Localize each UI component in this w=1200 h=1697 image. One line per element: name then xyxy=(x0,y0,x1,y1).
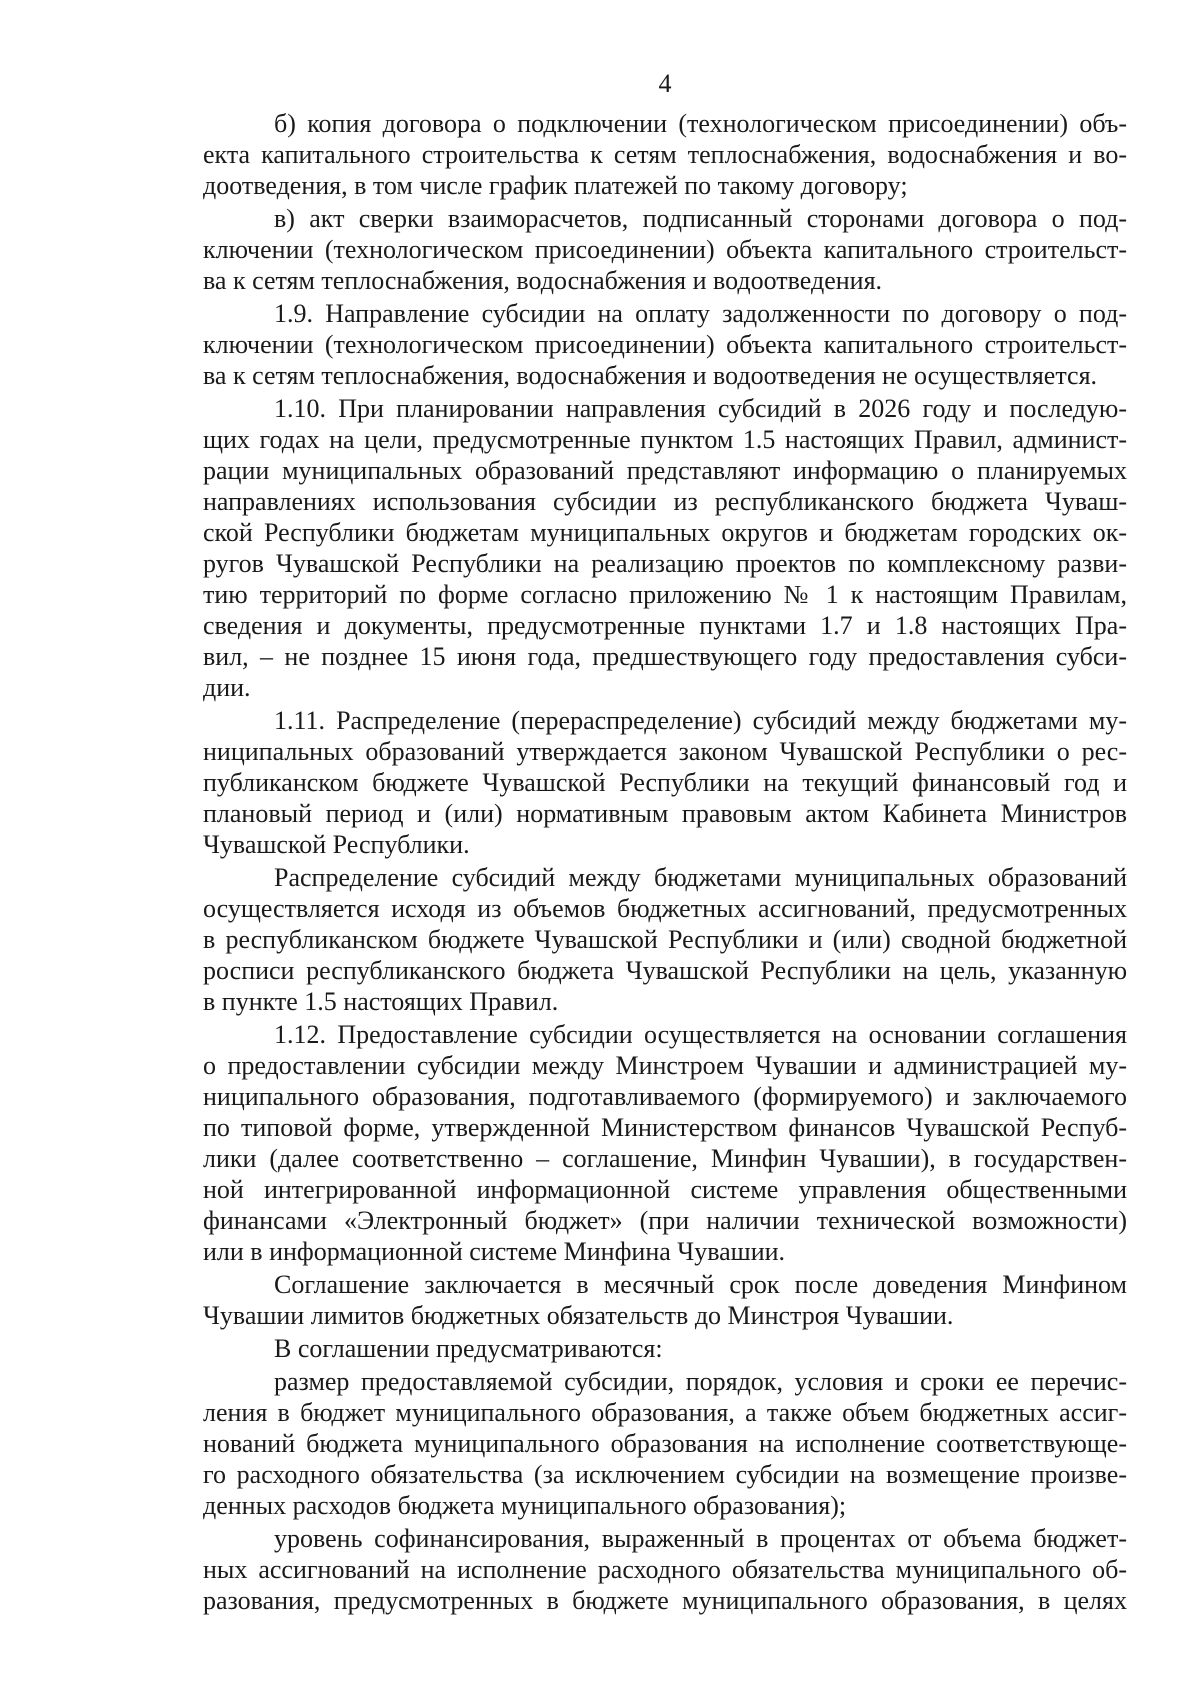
paragraph xyxy=(203,1333,1127,1364)
text-line: нований бюджета муниципального образования на исполнение соответствующе- xyxy=(203,1429,1127,1458)
text-line: вил, – не позднее 15 июня года, предшествующего году предоставления субси- xyxy=(203,642,1127,671)
text-line: в пункте 1.5 настоящих Правил. xyxy=(203,987,559,1016)
text-line: ных ассигнований на исполнение расходного обязательства муниципального об- xyxy=(203,1555,1127,1584)
text-line: Соглашение заключается в месячный срок после доведения Минфином xyxy=(274,1270,1127,1299)
paragraph xyxy=(203,1019,1127,1267)
text-line: ской Республики бюджетам муниципальных округов и бюджетам городских ок- xyxy=(203,518,1127,547)
text-line: доотведения, в том числе график платежей по такому договору; xyxy=(203,171,908,200)
text-line: разования, предусмотренных в бюджете муниципального образования, в целях xyxy=(203,1586,1127,1615)
text-line: 1.12. Предоставление субсидии осуществляется на основании соглашения xyxy=(274,1020,1127,1049)
text-line: плановый период и (или) нормативным правовым актом Кабинета Министров xyxy=(203,799,1127,828)
paragraph xyxy=(203,1523,1127,1616)
paragraph xyxy=(203,108,1127,201)
text-line: направлениях использования субсидии из республиканского бюджета Чуваш- xyxy=(203,487,1127,516)
text-line: ной интегрированной информационной системе управления общественными xyxy=(203,1175,1127,1204)
text-line: го расходного обязательства (за исключением субсидии на возмещение произве- xyxy=(203,1460,1127,1489)
text-line: Чувашии лимитов бюджетных обязательств до Минстроя Чувашии. xyxy=(203,1301,954,1330)
text-line: ключении (технологическом присоединении) объекта капитального строительст- xyxy=(203,330,1127,359)
text-line: размер предоставляемой субсидии, порядок, условия и сроки ее перечис- xyxy=(274,1367,1127,1396)
paragraph xyxy=(203,705,1127,860)
text-line: осуществляется исходя из объемов бюджетных ассигнований, предусмотренных xyxy=(203,894,1127,923)
text-line: денных расходов бюджета муниципального образования); xyxy=(203,1491,847,1520)
document-page xyxy=(203,68,1127,1618)
text-line: тию территорий по форме согласно приложению № 1 к настоящим Правилам, xyxy=(203,580,1127,609)
text-line: 1.11. Распределение (перераспределение) субсидий между бюджетами му- xyxy=(274,706,1127,735)
text-line: екта капитального строительства к сетям теплоснабжения, водоснабжения и во- xyxy=(203,140,1127,169)
text-line: о предоставлении субсидии между Минстроем Чувашии и администрацией му- xyxy=(203,1051,1127,1080)
page-number: 4 xyxy=(658,69,672,98)
text-line: Чувашской Республики. xyxy=(203,830,470,859)
text-line: ления в бюджет муниципального образования, а также объем бюджетных ассиг- xyxy=(203,1398,1127,1427)
text-line: уровень софинансирования, выраженный в процентах от объема бюджет- xyxy=(274,1524,1127,1553)
document-body xyxy=(203,108,1127,1616)
text-line: 1.10. При планировании направления субсидий в 2026 году и последую- xyxy=(274,394,1127,423)
text-line: сведения и документы, предусмотренные пунктами 1.7 и 1.8 настоящих Пра- xyxy=(203,611,1127,640)
text-line: В соглашении предусматриваются: xyxy=(274,1334,663,1363)
text-line: щих годах на цели, предусмотренные пунктом 1.5 настоящих Правил, админист- xyxy=(203,425,1127,454)
paragraph xyxy=(203,1269,1127,1331)
text-line: рации муниципальных образований представляют информацию о планируемых xyxy=(203,456,1127,485)
text-line: по типовой форме, утвержденной Министерством финансов Чувашской Респуб- xyxy=(203,1113,1127,1142)
text-line: лики (далее соответственно – соглашение, Минфин Чувашии), в государствен- xyxy=(203,1144,1127,1173)
text-line: б) копия договора о подключении (технологическом присоединении) объ- xyxy=(274,109,1127,138)
text-line: ключении (технологическом присоединении) объекта капитального строительст- xyxy=(203,235,1127,264)
text-line: ва к сетям теплоснабжения, водоснабжения и водоотведения не осуществляется. xyxy=(203,361,1098,390)
text-line: в республиканском бюджете Чувашской Республики и (или) сводной бюджетной xyxy=(203,925,1127,954)
paragraph xyxy=(203,393,1127,703)
text-line: 1.9. Направление субсидии на оплату задолженности по договору о под- xyxy=(274,299,1127,328)
text-line: ниципальных образований утверждается законом Чувашской Республики о рес- xyxy=(203,737,1127,766)
paragraph xyxy=(203,1366,1127,1521)
paragraph xyxy=(203,862,1127,1017)
paragraph xyxy=(203,203,1127,296)
text-line: в) акт сверки взаиморасчетов, подписанный сторонами договора о под- xyxy=(274,204,1127,233)
text-line: или в информационной системе Минфина Чувашии. xyxy=(203,1237,786,1266)
text-line: ругов Чувашской Республики на реализацию проектов по комплексному разви- xyxy=(203,549,1127,578)
paragraph xyxy=(203,298,1127,391)
text-line: Распределение субсидий между бюджетами муниципальных образований xyxy=(274,863,1127,892)
text-line: финансами «Электронный бюджет» (при наличии технической возможности) xyxy=(203,1206,1127,1235)
text-line: ва к сетям теплоснабжения, водоснабжения и водоотведения. xyxy=(203,266,883,295)
text-line: ниципального образования, подготавливаемого (формируемого) и заключаемого xyxy=(203,1082,1127,1111)
text-line: росписи республиканского бюджета Чувашской Республики на цель, указанную xyxy=(203,956,1127,985)
text-line: дии. xyxy=(203,673,251,702)
text-line: публиканском бюджете Чувашской Республики на текущий финансовый год и xyxy=(203,768,1127,797)
